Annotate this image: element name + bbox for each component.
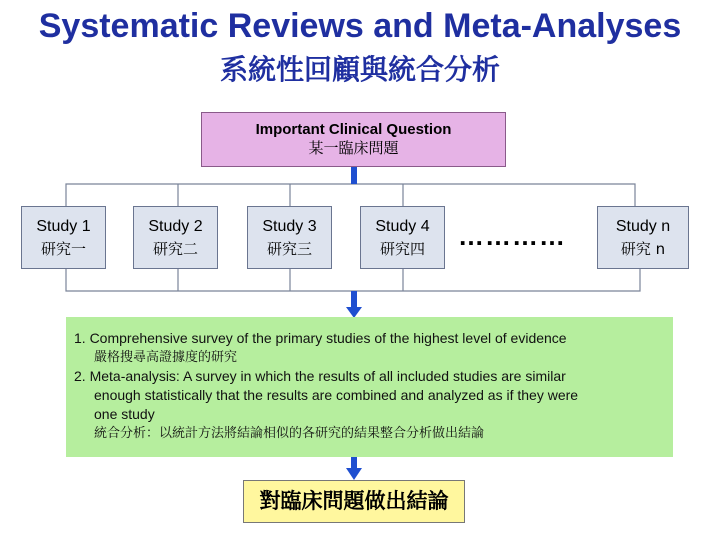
study-4-label-en: Study 4 xyxy=(375,218,430,235)
study-2-label-en: Study 2 xyxy=(148,218,203,235)
clinical-question-box xyxy=(201,112,506,167)
study-4-label-zh: 研究四 xyxy=(379,240,425,258)
study-n-label-en: Study n xyxy=(615,218,671,235)
question-label-zh: 某一臨床問題 xyxy=(308,140,399,157)
study-2-box xyxy=(133,206,218,269)
top-bracket xyxy=(66,184,635,206)
study-3-label-zh: 研究三 xyxy=(266,240,312,258)
study-n-label-zh: 研究 n xyxy=(620,240,666,258)
item-1-zh: 嚴格搜尋高證據度的研究 xyxy=(94,350,238,365)
bottom-bracket xyxy=(66,269,640,291)
page-title: Systematic Reviews and Meta-Analyses xyxy=(38,7,682,45)
study-n-box xyxy=(597,206,689,269)
conclusion-box: 對臨床問題做出結論 xyxy=(243,480,465,523)
flow-stem-1 xyxy=(351,167,357,184)
question-label-en: Important Clinical Question xyxy=(255,121,452,138)
item-2-en-line-2: enough statistically that the results are combined and analyzed as if they were xyxy=(94,387,579,403)
study-1-label-zh: 研究一 xyxy=(40,240,86,258)
study-1-label-en: Study 1 xyxy=(36,218,91,235)
explanation-box xyxy=(66,317,673,457)
item-2-en-line-1: 2. Meta-analysis: A survey in which the results of all included studies are similar xyxy=(74,368,566,384)
study-2-label-zh: 研究二 xyxy=(152,240,198,258)
item-2-zh: 統合分析：以統計方法將結論相似的各研究的結果整合分析做出結論 xyxy=(94,426,485,441)
study-3-label-en: Study 3 xyxy=(262,218,317,235)
flow-arrowhead-2 xyxy=(346,468,362,480)
study-4-box xyxy=(360,206,445,269)
flow-stem-2 xyxy=(351,291,357,309)
item-1-en: 1. Comprehensive survey of the primary studies of the highest level of evidence xyxy=(74,330,567,346)
ellipsis: ………… xyxy=(458,221,566,251)
study-3-box xyxy=(247,206,332,269)
item-2-en-line-3: one study xyxy=(94,406,155,422)
study-1-box xyxy=(21,206,106,269)
page-subtitle: 系統性回顧與統合分析 xyxy=(219,53,500,86)
